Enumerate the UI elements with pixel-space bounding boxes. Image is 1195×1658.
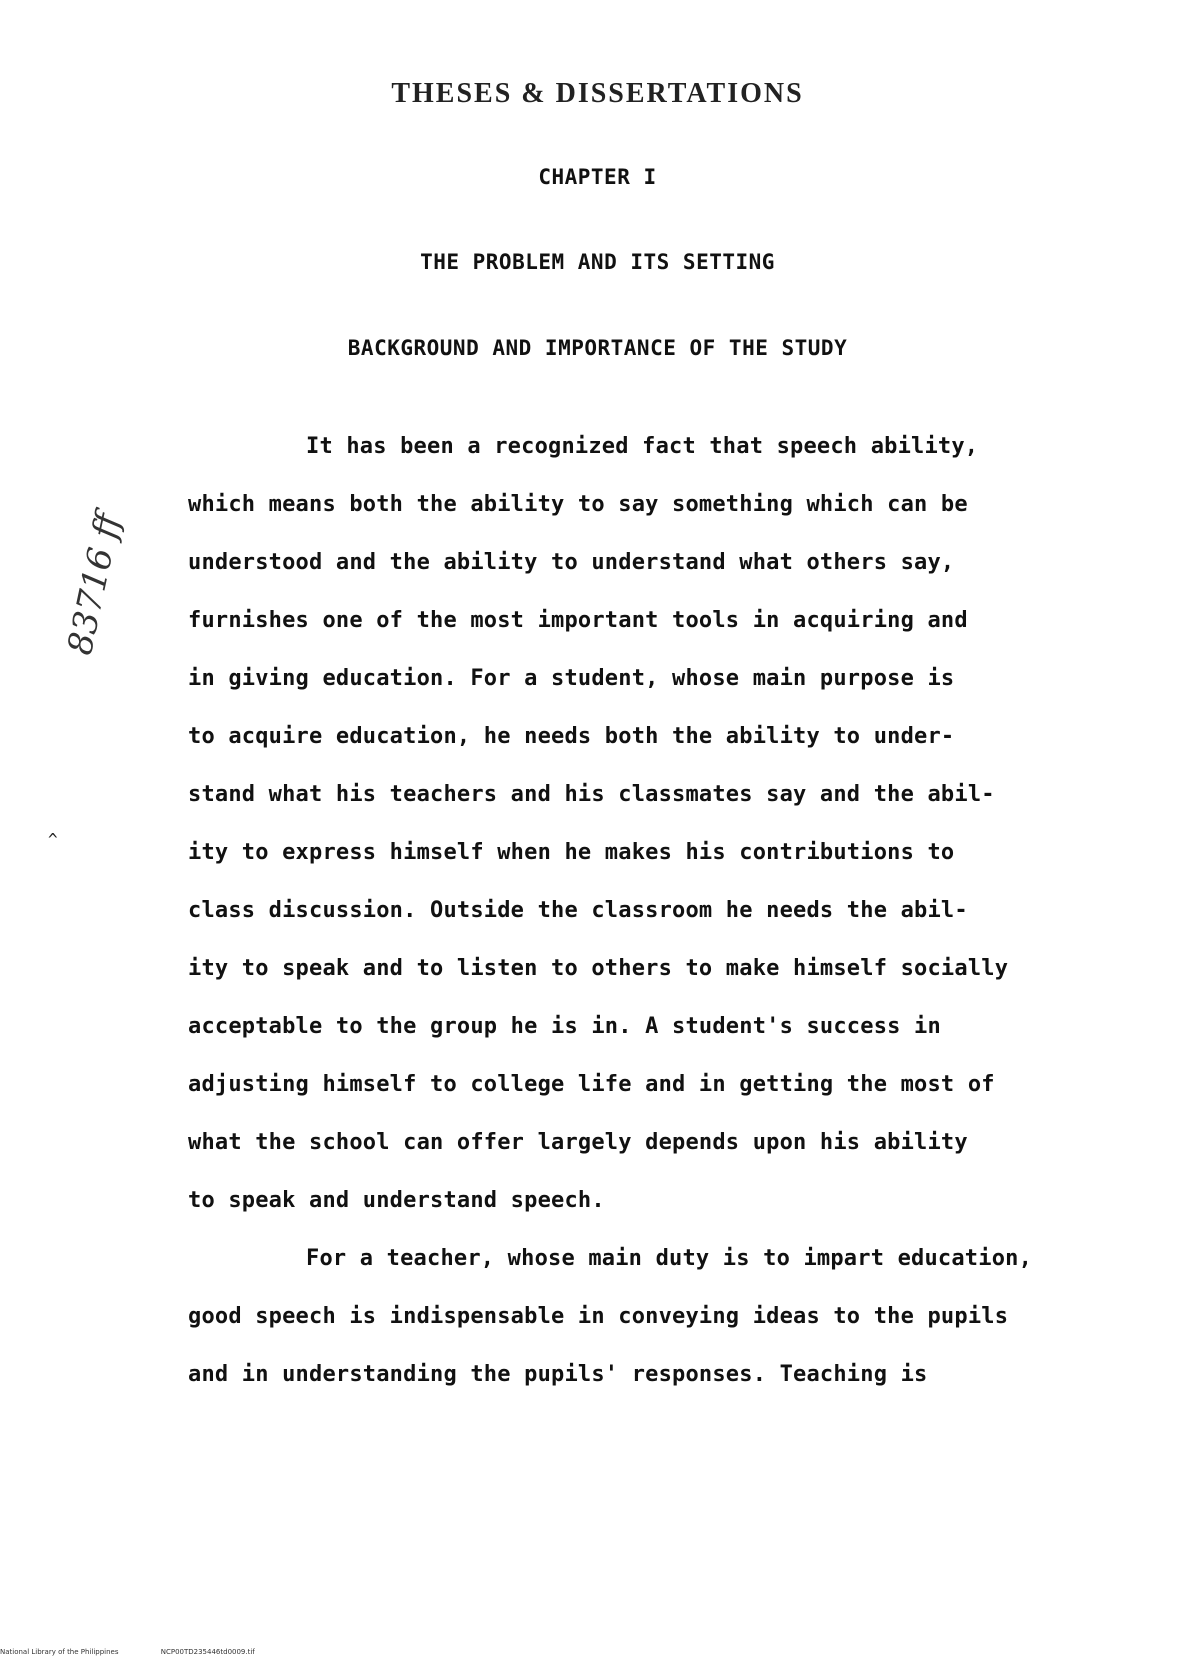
text-line: acceptable to the group he is in. A student's success in (188, 1014, 941, 1039)
text-line: good speech is indispensable in conveying ideas to the pupils (188, 1304, 1009, 1329)
text-line: in giving education. For a student, whose main purpose is (188, 666, 955, 691)
text-line: which means both the ability to say something which can be (188, 492, 968, 517)
paragraph-1 (188, 418, 1163, 1230)
text-line: to speak and understand speech. (188, 1188, 605, 1213)
chapter-heading: CHAPTER I (538, 165, 657, 189)
text-line: furnishes one of the most important tools in acquiring and (188, 608, 968, 633)
text-line: what the school can offer largely depends upon his ability (188, 1130, 968, 1155)
scan-footer (0, 1648, 295, 1656)
text-line: ity to express himself when he makes his contributions to (188, 840, 955, 865)
section-heading: BACKGROUND AND IMPORTANCE OF THE STUDY (347, 336, 848, 360)
footer-library: National Library of the Philippines (0, 1648, 119, 1656)
collection-stamp: THESES & DISSERTATIONS (391, 78, 804, 109)
text-line: to acquire education, he needs both the ability to under- (188, 724, 955, 749)
text-line: adjusting himself to college life and in getting the most of (188, 1072, 995, 1097)
paragraph-2 (188, 1230, 1163, 1404)
text-line: ity to speak and to listen to others to make himself socially (188, 956, 1009, 981)
chapter-title: THE PROBLEM AND ITS SETTING (420, 250, 775, 274)
caret-mark: ^ (48, 830, 58, 849)
text-line: It has been a recognized fact that speech ability, (306, 434, 979, 459)
footer-file-code: NCP00TD235446td0009.tif (160, 1648, 255, 1656)
handwritten-accession-note: 83716 ff (60, 510, 129, 659)
text-line: stand what his teachers and his classmates say and the abil- (188, 782, 995, 807)
text-line: class discussion. Outside the classroom he needs the abil- (188, 898, 968, 923)
text-line: understood and the ability to understand what others say, (188, 550, 955, 575)
text-line: and in understanding the pupils' responses. Teaching is (188, 1362, 928, 1387)
text-line: For a teacher, whose main duty is to impart education, (306, 1246, 1033, 1271)
